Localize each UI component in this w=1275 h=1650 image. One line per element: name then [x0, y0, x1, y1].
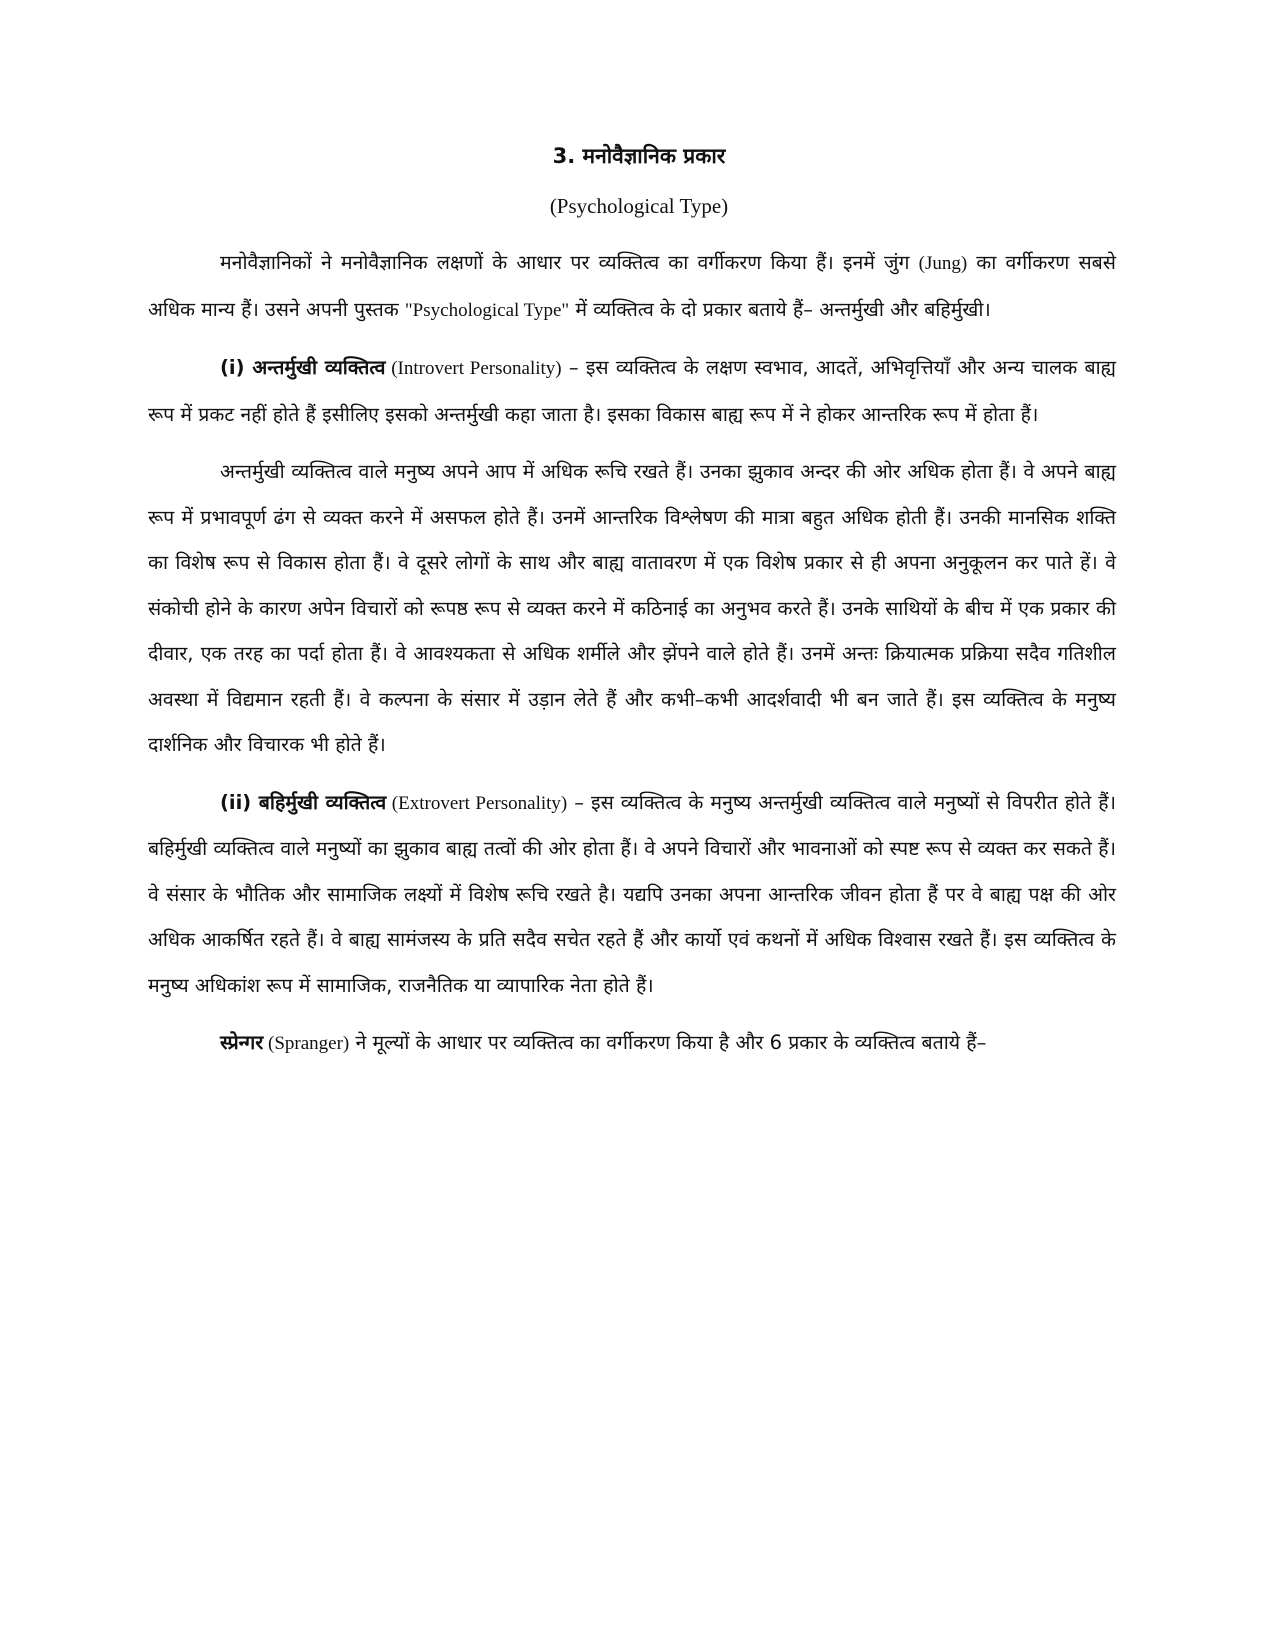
- introvert-text: – इस व्यक्तित्व के लक्षण स्वभाव, आदतें, अभिवृत्तियाँ और अन्य चालक बाह्य रूप में प्रकट नहीं होते हैं इसीलिए इसको अन्तर्मुखी कहा जाता है। इसका विकास बाह्य रूप में ने होकर आन्तरिक रूप में होता हैं।: [148, 356, 1117, 426]
- introvert-english-label: (Introvert Personality): [385, 358, 562, 379]
- spranger-label: स्प्रेन्गर: [220, 1031, 264, 1054]
- intro-text-3: में व्यक्तित्व के दो प्रकार बताये हैं– अन्तर्मुखी और बहिर्मुखी।: [569, 297, 991, 321]
- spranger-text: ने मूल्यों के आधार पर व्यक्तित्व का वर्गीकरण किया है और 6 प्रकार के व्यक्तित्व बताये हैं–: [349, 1031, 987, 1054]
- intro-english-jung: (Jung): [918, 253, 968, 274]
- spranger-paragraph: [148, 1020, 1116, 1067]
- spranger-english-label: (Spranger): [263, 1033, 350, 1054]
- introvert-detail-paragraph: अन्तर्मुखी व्यक्तित्व वाले मनुष्य अपने आप में अधिक रूचि रखते हैं। उनका झुकाव अन्दर की ओर अधिक होता हैं। वे अपने बाह्य रूप में प्रभावपूर्ण ढंग से व्यक्त करने में असफल होते हैं। उनमें आन्तरिक विश्लेषण की मात्रा बहुत अधिक होती हैं। उनकी मानसिक शक्ति का विशेष रूप से विकास होता हैं। वे दूसरे लोगों के साथ और बाह्य वातावरण में एक विशेष प्रकार से ही अपना अनुकूलन कर पाते हें। वे संकोची होने के कारण अपेन विचारों को रूपष्ठ रूप से व्यक्त करने में कठिनाई का अनुभव करते हैं। उनके साथियों के बीच में एक प्रकार की दीवार, एक तरह का पर्दा होता हैं। वे आवश्यकता से अधिक शर्मीले और झेंपने वाले होते हैं। उनमें अन्तः क्रियात्मक प्रक्रिया सदैव गतिशील अवस्था में विद्यमान रहती हैं। वे कल्पना के संसार में उड़ान लेते हैं और कभी–कभी आदर्शवादी भी बन जाते हैं। इस व्यक्तित्व के मनुष्य दार्शनिक और विचारक भी होते हैं।: [148, 460, 1116, 756]
- introvert-paragraph: [148, 345, 1116, 437]
- extrovert-english-label: (Extrovert Personality): [386, 792, 568, 814]
- intro-text-2: का वर्गीकरण सबसे अधिक मान्य हैं। उसने अपनी पुस्तक: [148, 251, 1116, 321]
- intro-text-1: मनोवैज्ञानिकों ने मनोवैज्ञानिक लक्षणों के आधार पर व्यक्तित्व का वर्गीकरण किया हैं। इनमें जुंग: [220, 251, 919, 274]
- extrovert-paragraph: [148, 780, 1116, 1009]
- section-subheading: (Psychological Type): [549, 194, 729, 218]
- introvert-label: (i) अन्तर्मुखी व्यक्तित्व: [220, 356, 386, 379]
- document-page: [148, 140, 1116, 1067]
- intro-english-book-title: "Psychological Type": [404, 299, 570, 321]
- extrovert-text: – इस व्यक्तित्व के मनुष्य अन्तर्मुखी व्यक्तित्व वाले मनुष्यों से विपरीत होते हैं। बहिर्मुखी व्यक्तित्व वाले मनुष्यों का झुकाव बाह्य तत्वों की ओर होता हैं। वे अपने विचारों और भावनाओं को स्पष्ट रूप से व्यक्त कर सकते हैं। वे संसार के भौतिक और सामाजिक लक्ष्यों में विशेष रूचि रखते है। यद्यपि उनका अपना आन्तरिक जीवन होता हैं पर वे बाह्य पक्ष की ओर अधिक आकर्षित रहते हैं। वे बाह्य सामंजस्य के प्रति सदैव सचेत रहते हैं और कार्यो एवं कथनों में अधिक विश्वास रखते हैं। इस व्यक्तित्व के मनुष्य अधिकांश रूप में सामाजिक, राजनैतिक या व्यापारिक नेता होते हैं।: [148, 790, 1116, 997]
- extrovert-label: (ii) बहिर्मुखी व्यक्तित्व: [220, 790, 387, 814]
- section-heading: 3. मनोवैज्ञानिक प्रकार: [552, 144, 726, 168]
- intro-paragraph: [148, 240, 1116, 333]
